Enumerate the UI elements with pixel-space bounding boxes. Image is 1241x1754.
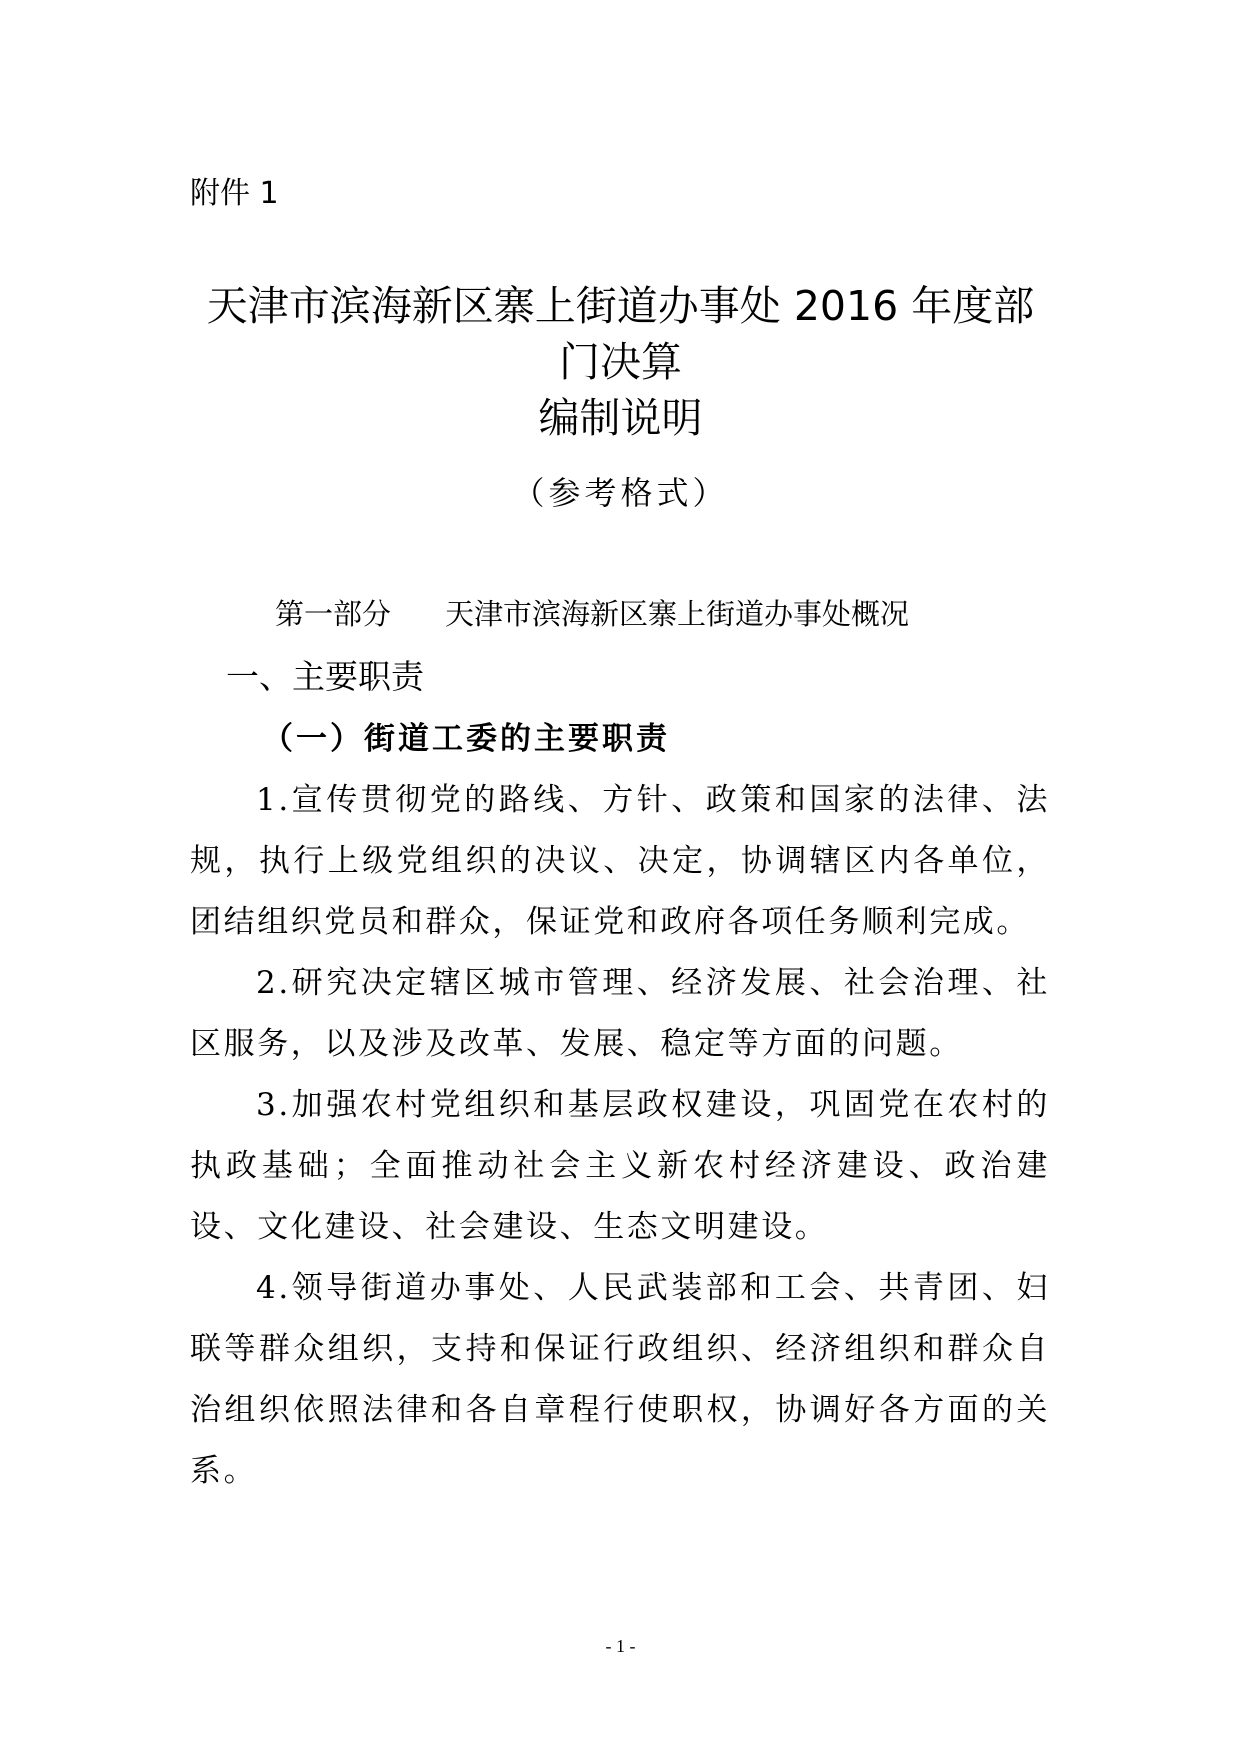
title-line-2: 门决算	[559, 338, 682, 386]
sub-heading: （一）街道工委的主要职责	[262, 721, 670, 757]
page-number: - 1 -	[605, 1636, 636, 1656]
paragraph: 2.研究决定辖区城市管理、经济发展、社会治理、社区服务，以及涉及改革、发展、稳定等方面的问题。	[190, 965, 1050, 1062]
section-heading: 一、主要职责	[226, 657, 424, 696]
part-heading-label: 第一部分	[275, 597, 392, 631]
paragraph: 1.宣传贯彻党的路线、方针、政策和国家的法律、法规，执行上级党组织的决议、决定，协调辖区内各单位，团结组织党员和群众，保证党和政府各项任务顺利完成。	[190, 782, 1050, 940]
title-line-3: 编制说明	[538, 394, 703, 442]
body-text	[190, 770, 1050, 1502]
part-heading	[275, 592, 909, 633]
part-heading-text: 天津市滨海新区寨上街道办事处概况	[445, 597, 910, 631]
title-line-1: 天津市滨海新区寨上街道办事处 2016 年度部	[206, 282, 1035, 330]
document-subtitle: （参考格式）	[512, 474, 729, 512]
document-title	[0, 278, 1241, 446]
paragraph: 4.领导街道办事处、人民武装部和工会、共青团、妇联等群众组织，支持和保证行政组织、经济组织和群众自治组织依照法律和各自章程行使职权，协调好各方面的关系。	[190, 1270, 1050, 1489]
paragraph: 3.加强农村党组织和基层政权建设，巩固党在农村的执政基础；全面推动社会主义新农村经济建设、政治建设、文化建设、社会建设、生态文明建设。	[190, 1087, 1050, 1245]
attachment-label: 附件 1	[190, 176, 279, 211]
